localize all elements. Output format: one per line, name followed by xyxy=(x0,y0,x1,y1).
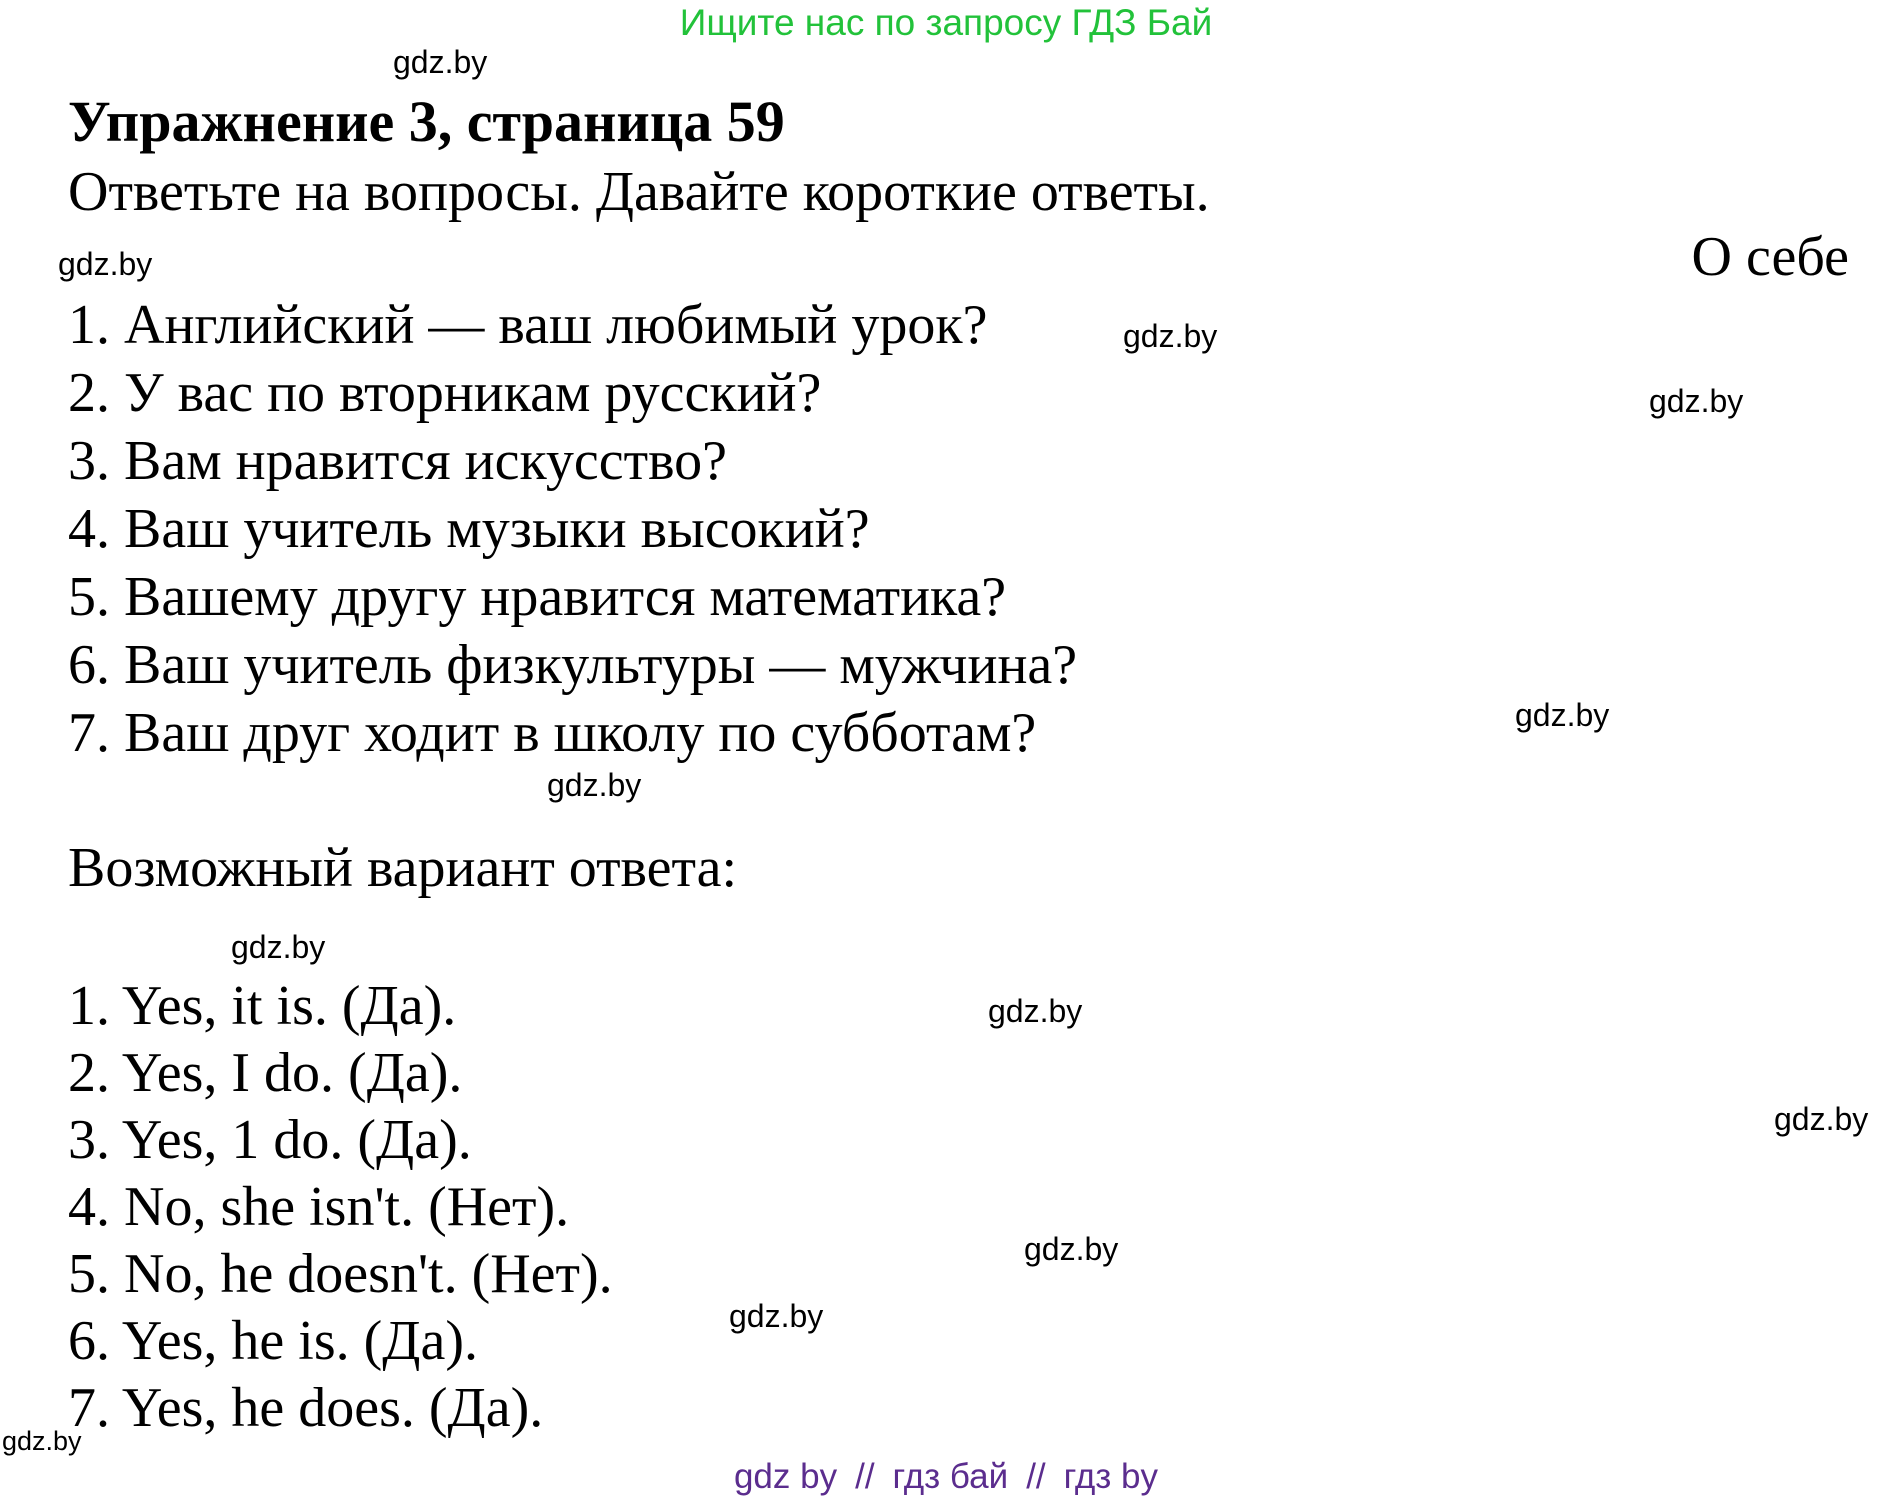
question-item: 5. Вашему другу нравится математика? xyxy=(68,566,1007,628)
footer-separator: // xyxy=(1026,1457,1046,1496)
answer-item: 5. No, he doesn't. (Нет). xyxy=(68,1243,613,1305)
question-item: 1. Английский — ваш любимый урок? xyxy=(68,294,988,356)
answer-item: 6. Yes, he is. (Да). xyxy=(68,1310,478,1372)
watermark: gdz.by xyxy=(547,767,642,803)
answer-heading: Возможный вариант ответа: xyxy=(68,837,738,899)
promo-banner-text[interactable]: Ищите нас по запросу ГДЗ Бай xyxy=(679,2,1213,43)
watermark: gdz.by xyxy=(1024,1231,1119,1267)
answer-item: 4. No, she isn't. (Нет). xyxy=(68,1176,570,1238)
answer-item: 2. Yes, I do. (Да). xyxy=(68,1042,463,1104)
watermark: gdz.by xyxy=(1515,697,1610,733)
footer-link-gdz-by[interactable]: gdz by xyxy=(733,1457,838,1496)
footer-link-gdz-by-cyr[interactable]: гдз by xyxy=(1063,1457,1159,1496)
instruction-text: Ответьте на вопросы. Давайте короткие ответы. xyxy=(68,161,1210,223)
footer-separator: // xyxy=(855,1457,875,1496)
watermark: gdz.by xyxy=(729,1298,824,1334)
answer-item: 7. Yes, he does. (Да). xyxy=(68,1377,544,1439)
watermark: gdz.by xyxy=(1774,1101,1869,1137)
section-label: О себе xyxy=(1691,226,1849,288)
footer-link-gdz-bai[interactable]: гдз бай xyxy=(892,1457,1009,1496)
question-item: 6. Ваш учитель физкультуры — мужчина? xyxy=(68,634,1078,696)
question-item: 7. Ваш друг ходит в школу по субботам? xyxy=(68,702,1037,764)
watermark: gdz.by xyxy=(2,1426,82,1456)
question-item: 2. У вас по вторникам русский? xyxy=(68,362,822,424)
question-item: 3. Вам нравится искусство? xyxy=(68,430,727,492)
watermark: gdz.by xyxy=(1649,383,1744,419)
answer-item: 3. Yes, 1 do. (Да). xyxy=(68,1109,472,1171)
watermark: gdz.by xyxy=(58,246,153,282)
watermark: gdz.by xyxy=(988,993,1083,1029)
exercise-title: Упражнение 3, страница 59 xyxy=(68,89,785,154)
answer-item: 1. Yes, it is. (Да). xyxy=(68,975,457,1037)
watermark: gdz.by xyxy=(231,929,326,965)
watermark: gdz.by xyxy=(1123,318,1218,354)
footer-links xyxy=(0,1457,1892,1497)
question-item: 4. Ваш учитель музыки высокий? xyxy=(68,498,870,560)
watermark: gdz.by xyxy=(393,44,488,80)
